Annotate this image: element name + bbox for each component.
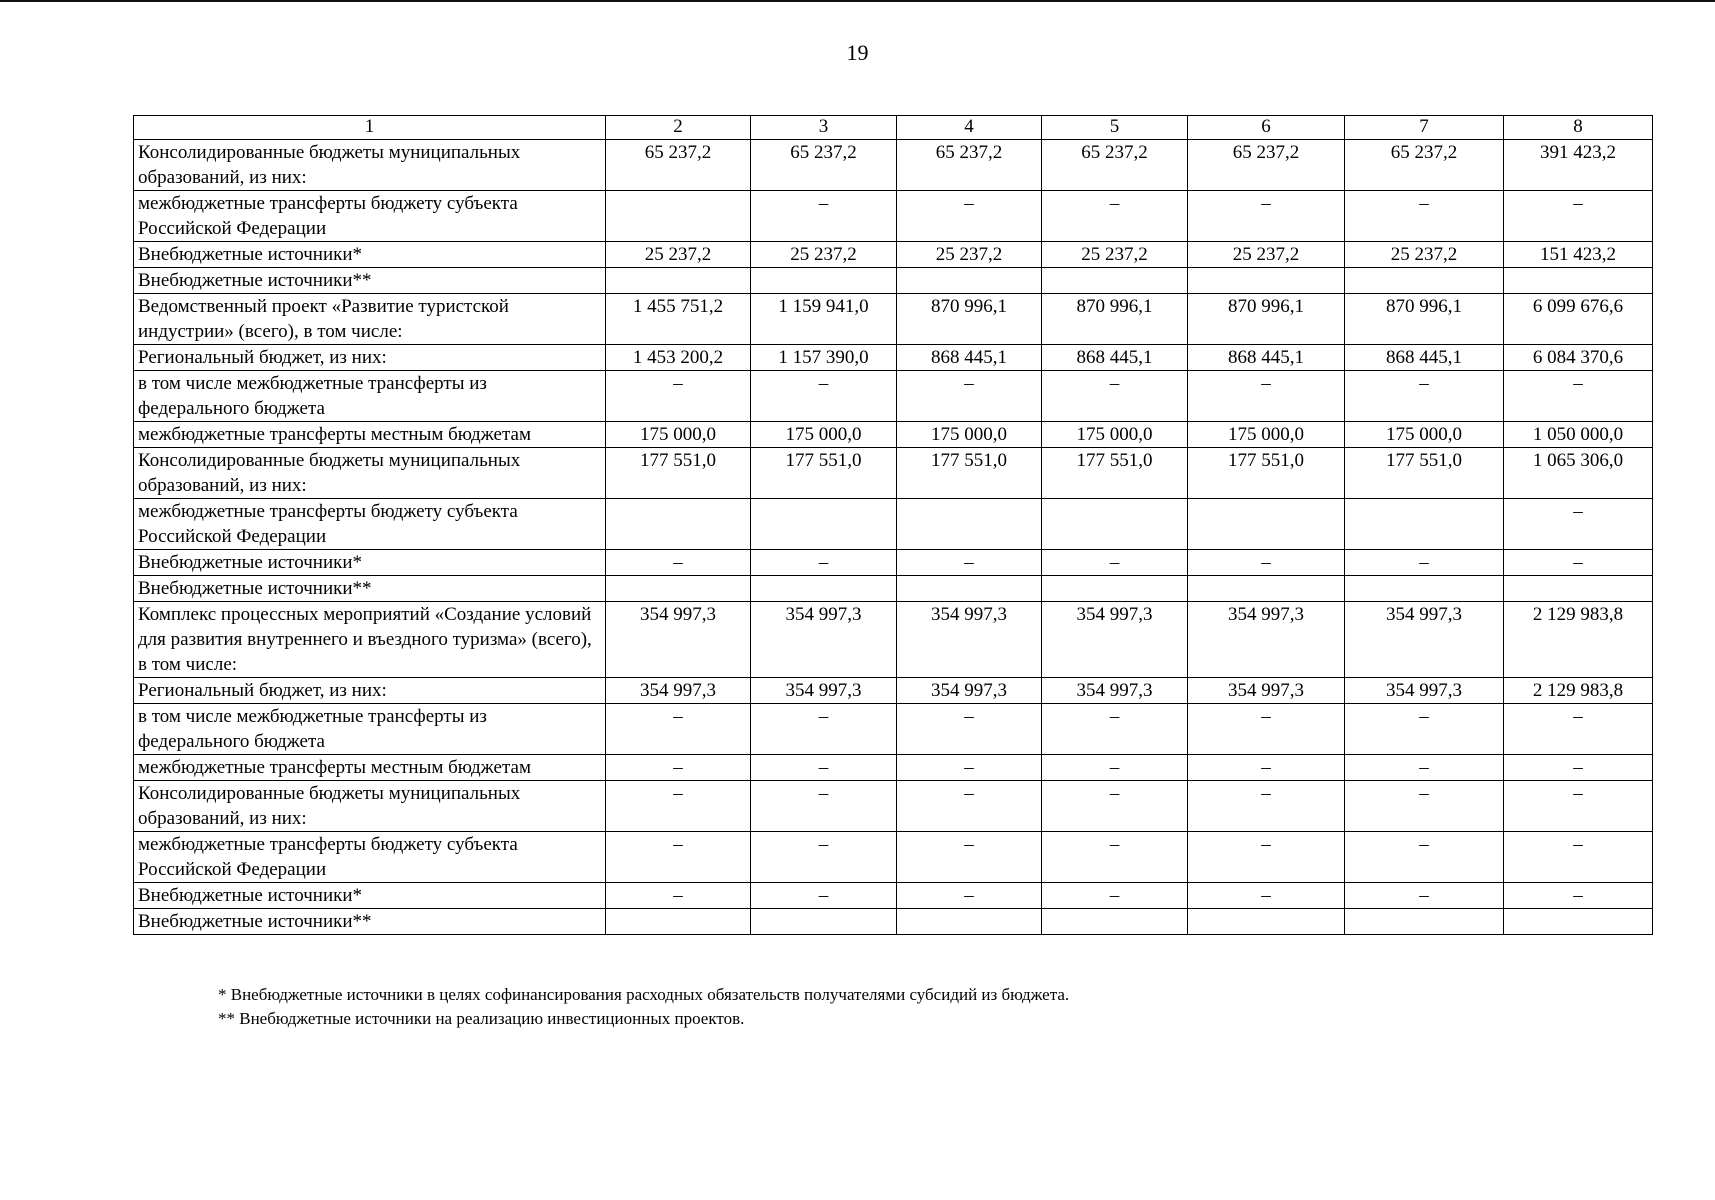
value-cell: – [751,832,897,883]
value-cell: – [1042,191,1188,242]
value-cell [1042,268,1188,294]
table-row [134,371,1653,422]
table-row [134,755,1653,781]
table-row [134,602,1653,678]
value-cell: 354 997,3 [1042,602,1188,678]
value-cell: 175 000,0 [1345,422,1504,448]
column-header-7: 7 [1345,116,1504,140]
value-cell: – [1345,191,1504,242]
value-cell: 65 237,2 [1345,140,1504,191]
column-header-1: 1 [134,116,606,140]
value-cell: 175 000,0 [1188,422,1345,448]
value-cell: 868 445,1 [1345,345,1504,371]
table-row [134,678,1653,704]
value-cell [751,576,897,602]
value-cell: – [1504,755,1653,781]
value-cell [606,268,751,294]
value-cell: 354 997,3 [897,678,1042,704]
row-label: межбюджетные трансферты местным бюджетам [134,755,606,781]
footnote-1: * Внебюджетные источники в целях софинансирования расходных обязательств получателями субсидий из бюджета. [218,985,1070,1004]
value-cell: 391 423,2 [1504,140,1653,191]
value-cell: – [606,371,751,422]
value-cell: 870 996,1 [1345,294,1504,345]
row-label: межбюджетные трансферты местным бюджетам [134,422,606,448]
value-cell: 870 996,1 [1042,294,1188,345]
value-cell [606,909,751,935]
row-label: Региональный бюджет, из них: [134,678,606,704]
value-cell: – [1042,371,1188,422]
value-cell: – [606,832,751,883]
value-cell: – [1504,550,1653,576]
table-row [134,550,1653,576]
value-cell: 1 050 000,0 [1504,422,1653,448]
value-cell: 177 551,0 [897,448,1042,499]
value-cell [1504,909,1653,935]
row-label: Ведомственный проект «Развитие туристской индустрии» (всего), в том числе: [134,294,606,345]
column-header-3: 3 [751,116,897,140]
value-cell: – [1345,550,1504,576]
value-cell [1188,268,1345,294]
value-cell [1042,576,1188,602]
value-cell [606,576,751,602]
value-cell: 354 997,3 [1188,678,1345,704]
row-label: Региональный бюджет, из них: [134,345,606,371]
row-label: межбюджетные трансферты бюджету субъекта Российской Федерации [134,499,606,550]
value-cell: – [897,883,1042,909]
value-cell: 1 157 390,0 [751,345,897,371]
value-cell: 25 237,2 [1188,242,1345,268]
value-cell: 177 551,0 [1345,448,1504,499]
value-cell: – [1188,704,1345,755]
value-cell: 177 551,0 [751,448,897,499]
value-cell [1504,576,1653,602]
value-cell: – [1188,883,1345,909]
value-cell: – [1188,832,1345,883]
value-cell: 870 996,1 [897,294,1042,345]
value-cell: – [897,781,1042,832]
value-cell [1345,576,1504,602]
value-cell [897,499,1042,550]
value-cell [1345,268,1504,294]
value-cell [1188,909,1345,935]
value-cell: 25 237,2 [606,242,751,268]
value-cell: 354 997,3 [751,678,897,704]
value-cell: 177 551,0 [1188,448,1345,499]
row-label: Внебюджетные источники* [134,550,606,576]
value-cell: 870 996,1 [1188,294,1345,345]
value-cell: 354 997,3 [606,602,751,678]
value-cell: 354 997,3 [606,678,751,704]
row-label: Внебюджетные источники* [134,242,606,268]
value-cell: 868 445,1 [1188,345,1345,371]
value-cell: – [897,550,1042,576]
value-cell: 25 237,2 [1345,242,1504,268]
table-row [134,422,1653,448]
value-cell: 177 551,0 [1042,448,1188,499]
value-cell: – [606,781,751,832]
table-row [134,268,1653,294]
budget-table [133,115,1653,935]
table-row [134,499,1653,550]
value-cell: – [1188,781,1345,832]
value-cell [751,499,897,550]
row-label: Внебюджетные источники** [134,576,606,602]
value-cell: – [1042,832,1188,883]
value-cell: – [751,755,897,781]
column-header-8: 8 [1504,116,1653,140]
value-cell: – [897,371,1042,422]
value-cell: – [1504,191,1653,242]
value-cell: – [1042,883,1188,909]
table-row [134,191,1653,242]
value-cell: – [897,191,1042,242]
value-cell: – [1504,371,1653,422]
page-number: 19 [846,40,869,65]
value-cell: – [606,550,751,576]
value-cell [1188,576,1345,602]
row-label: Внебюджетные источники* [134,883,606,909]
budget-table-container [133,115,1652,935]
value-cell [897,909,1042,935]
column-header-5: 5 [1042,116,1188,140]
table-row [134,576,1653,602]
table-row [134,781,1653,832]
value-cell: 175 000,0 [1042,422,1188,448]
value-cell: – [1042,781,1188,832]
value-cell: – [751,371,897,422]
table-row [134,242,1653,268]
value-cell: – [751,704,897,755]
value-cell: 65 237,2 [1042,140,1188,191]
value-cell: – [1345,371,1504,422]
row-label: Внебюджетные источники** [134,909,606,935]
value-cell [897,268,1042,294]
value-cell: 151 423,2 [1504,242,1653,268]
value-cell: 1 065 306,0 [1504,448,1653,499]
value-cell: – [1345,883,1504,909]
value-cell: – [1042,550,1188,576]
row-label: в том числе межбюджетные трансферты из федерального бюджета [134,371,606,422]
table-row [134,294,1653,345]
value-cell: – [897,755,1042,781]
value-cell: 65 237,2 [751,140,897,191]
value-cell: – [1042,704,1188,755]
column-header-2: 2 [606,116,751,140]
value-cell: 868 445,1 [1042,345,1188,371]
value-cell: – [751,191,897,242]
value-cell: – [606,704,751,755]
value-cell [1345,499,1504,550]
value-cell: – [606,883,751,909]
row-label: Консолидированные бюджеты муниципальных образований, из них: [134,140,606,191]
value-cell: – [751,883,897,909]
value-cell: – [606,755,751,781]
value-cell: – [751,781,897,832]
row-label: в том числе межбюджетные трансферты из федерального бюджета [134,704,606,755]
value-cell: – [1504,499,1653,550]
value-cell: 354 997,3 [751,602,897,678]
value-cell: 6 084 370,6 [1504,345,1653,371]
table-row [134,883,1653,909]
footnote-2: ** Внебюджетные источники на реализацию инвестиционных проектов. [218,1009,745,1028]
table-row [134,832,1653,883]
value-cell [606,499,751,550]
value-cell: – [1188,550,1345,576]
value-cell [606,191,751,242]
value-cell: – [1345,755,1504,781]
table-row [134,345,1653,371]
value-cell: – [897,832,1042,883]
table-row [134,704,1653,755]
page-top-border [0,0,1715,2]
value-cell: – [1504,883,1653,909]
value-cell: – [1188,755,1345,781]
row-label: межбюджетные трансферты бюджету субъекта Российской Федерации [134,191,606,242]
value-cell [1345,909,1504,935]
value-cell: 175 000,0 [606,422,751,448]
value-cell: 868 445,1 [897,345,1042,371]
value-cell [1504,268,1653,294]
value-cell [751,268,897,294]
value-cell: 25 237,2 [897,242,1042,268]
value-cell: 25 237,2 [751,242,897,268]
value-cell: 65 237,2 [897,140,1042,191]
value-cell: – [1188,371,1345,422]
value-cell: – [1345,781,1504,832]
value-cell: 175 000,0 [897,422,1042,448]
value-cell: – [1504,832,1653,883]
value-cell: 354 997,3 [1345,602,1504,678]
value-cell: – [751,550,897,576]
table-row [134,448,1653,499]
footnotes [218,983,1069,1031]
column-header-4: 4 [897,116,1042,140]
value-cell: 2 129 983,8 [1504,602,1653,678]
row-label: Комплекс процессных мероприятий «Создание условий для развития внутреннего и въездного туризма» (всего), в том числе: [134,602,606,678]
value-cell: 354 997,3 [1345,678,1504,704]
table-row [134,140,1653,191]
column-header-6: 6 [1188,116,1345,140]
row-label: межбюджетные трансферты бюджету субъекта Российской Федерации [134,832,606,883]
value-cell: – [1042,755,1188,781]
value-cell: – [1504,781,1653,832]
value-cell: 25 237,2 [1042,242,1188,268]
value-cell [1188,499,1345,550]
value-cell [1042,499,1188,550]
value-cell: 354 997,3 [1042,678,1188,704]
value-cell: 1 159 941,0 [751,294,897,345]
value-cell: 175 000,0 [751,422,897,448]
value-cell: – [1345,832,1504,883]
table-body [134,140,1653,935]
table-header-row [134,116,1653,140]
value-cell [897,576,1042,602]
row-label: Внебюджетные источники** [134,268,606,294]
row-label: Консолидированные бюджеты муниципальных образований, из них: [134,781,606,832]
value-cell: – [1504,704,1653,755]
value-cell: 1 453 200,2 [606,345,751,371]
row-label: Консолидированные бюджеты муниципальных образований, из них: [134,448,606,499]
value-cell: 354 997,3 [1188,602,1345,678]
value-cell: 65 237,2 [606,140,751,191]
value-cell: 177 551,0 [606,448,751,499]
value-cell: – [897,704,1042,755]
value-cell [751,909,897,935]
value-cell: 65 237,2 [1188,140,1345,191]
value-cell: – [1188,191,1345,242]
value-cell [1042,909,1188,935]
value-cell: – [1345,704,1504,755]
table-row [134,909,1653,935]
value-cell: 1 455 751,2 [606,294,751,345]
value-cell: 6 099 676,6 [1504,294,1653,345]
value-cell: 354 997,3 [897,602,1042,678]
value-cell: 2 129 983,8 [1504,678,1653,704]
